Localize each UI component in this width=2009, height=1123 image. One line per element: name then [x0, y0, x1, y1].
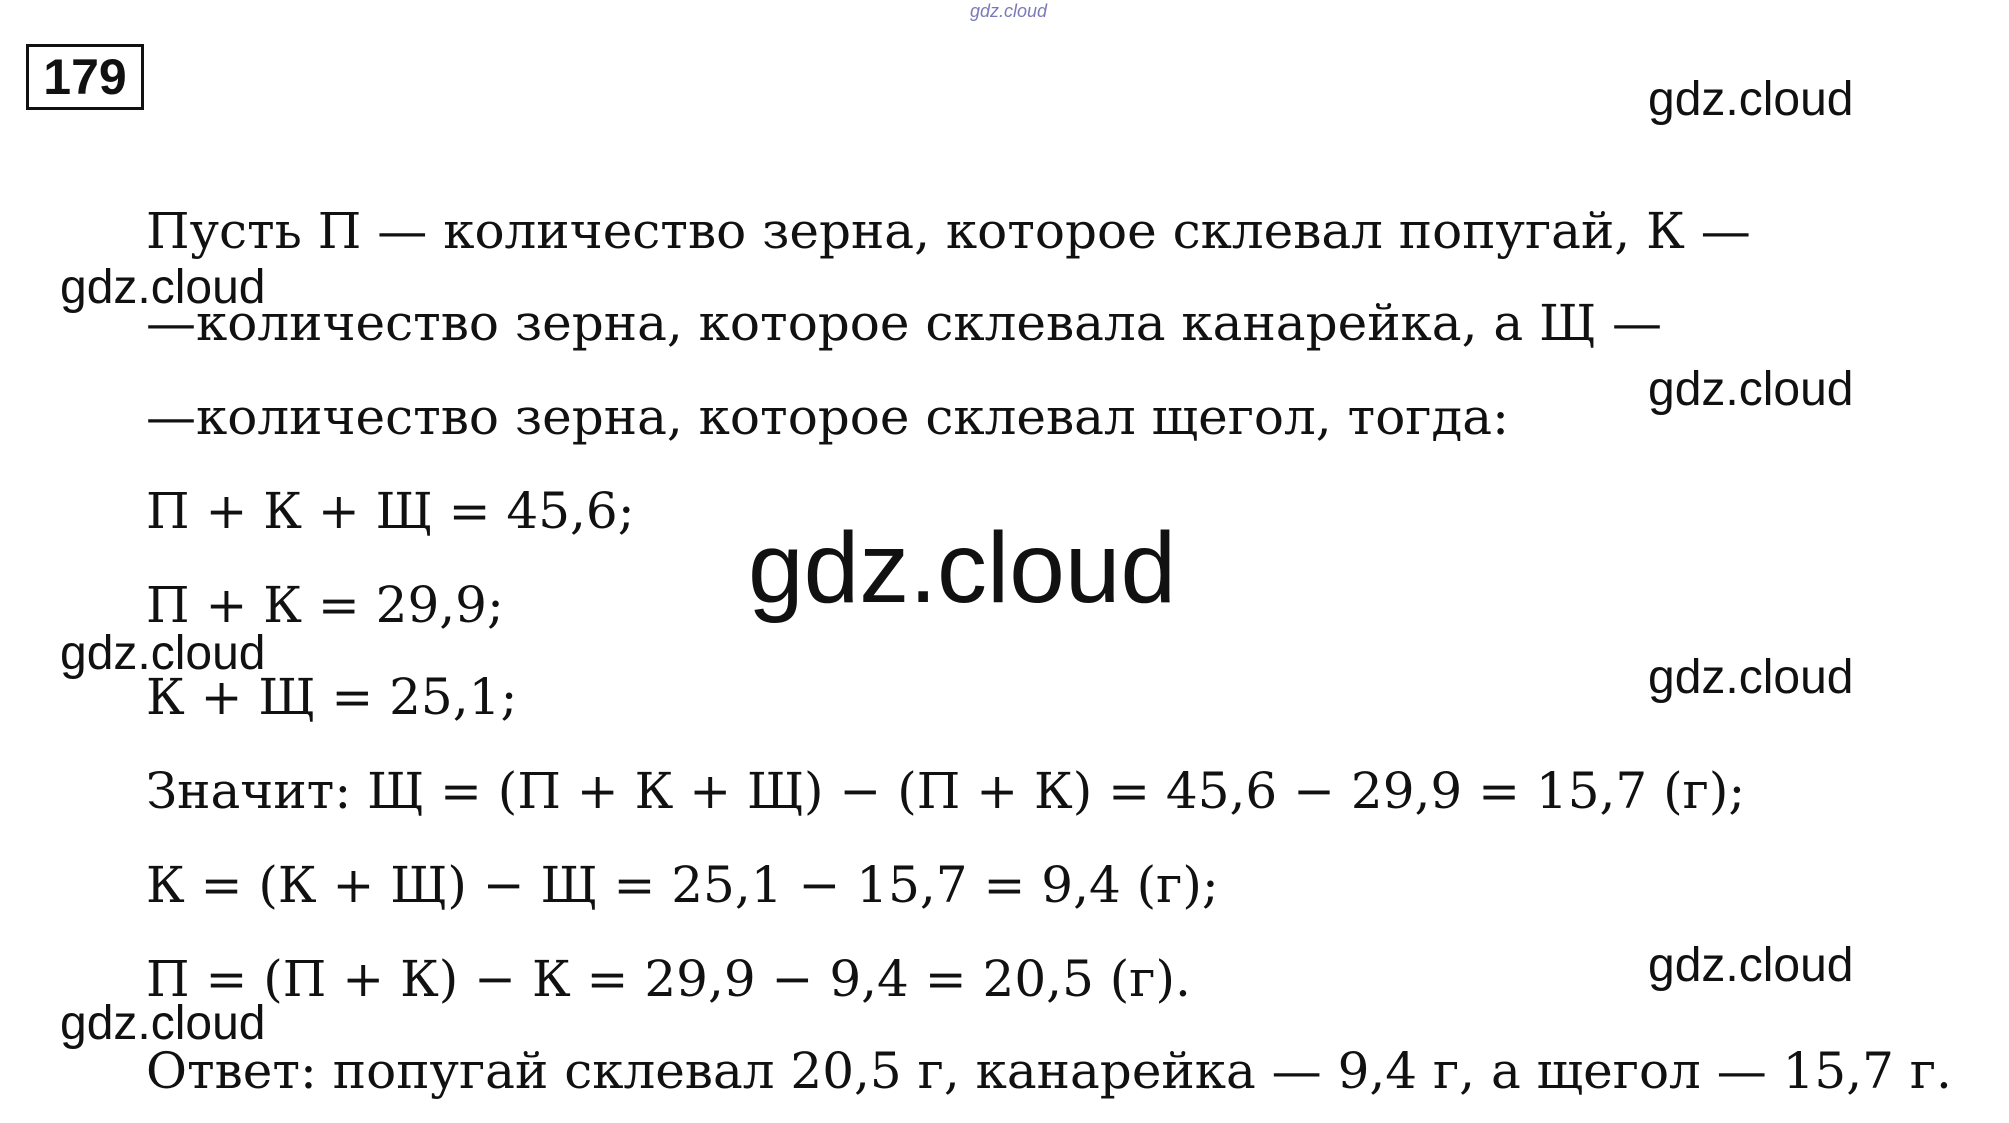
calculation-line: П = (П + К) − К = 29,9 − 9,4 = 20,5 (г).	[146, 950, 1191, 1008]
watermark-right-3: gdz.cloud	[1648, 651, 1854, 704]
solution-line: —количество зерна, которое склевал щегол, тогда:	[146, 388, 1509, 446]
answer-line: Ответ: попугай склевал 20,5 г, канарейка — 9,4 г, а щегол — 15,7 г.	[146, 1042, 1952, 1100]
watermark-center: gdz.cloud	[748, 512, 1177, 624]
watermark-right-4: gdz.cloud	[1648, 939, 1854, 992]
watermark-left-3: gdz.cloud	[60, 997, 266, 1050]
solution-line: —количество зерна, которое склевала канарейка, а Щ —	[146, 294, 1663, 352]
watermark-left-1: gdz.cloud	[60, 261, 266, 314]
watermark-left-2: gdz.cloud	[60, 627, 266, 680]
watermark-right-2: gdz.cloud	[1648, 363, 1854, 416]
calculation-line: Значит: Щ = (П + К + Щ) − (П + К) = 45,6 − 29,9 = 15,7 (г);	[146, 762, 1746, 820]
watermark-top-small: gdz.cloud	[970, 1, 1048, 21]
equation-line: П + К + Щ = 45,6;	[146, 482, 635, 540]
watermark-right-1: gdz.cloud	[1648, 73, 1854, 126]
calculation-line: К = (К + Щ) − Щ = 25,1 − 15,7 = 9,4 (г);	[146, 856, 1219, 914]
equation-line: К + Щ = 25,1;	[146, 668, 518, 726]
solution-line: Пусть П — количество зерна, которое склевал попугай, К —	[146, 202, 1751, 260]
problem-number: 179	[26, 44, 144, 110]
equation-line: П + К = 29,9;	[146, 576, 504, 634]
